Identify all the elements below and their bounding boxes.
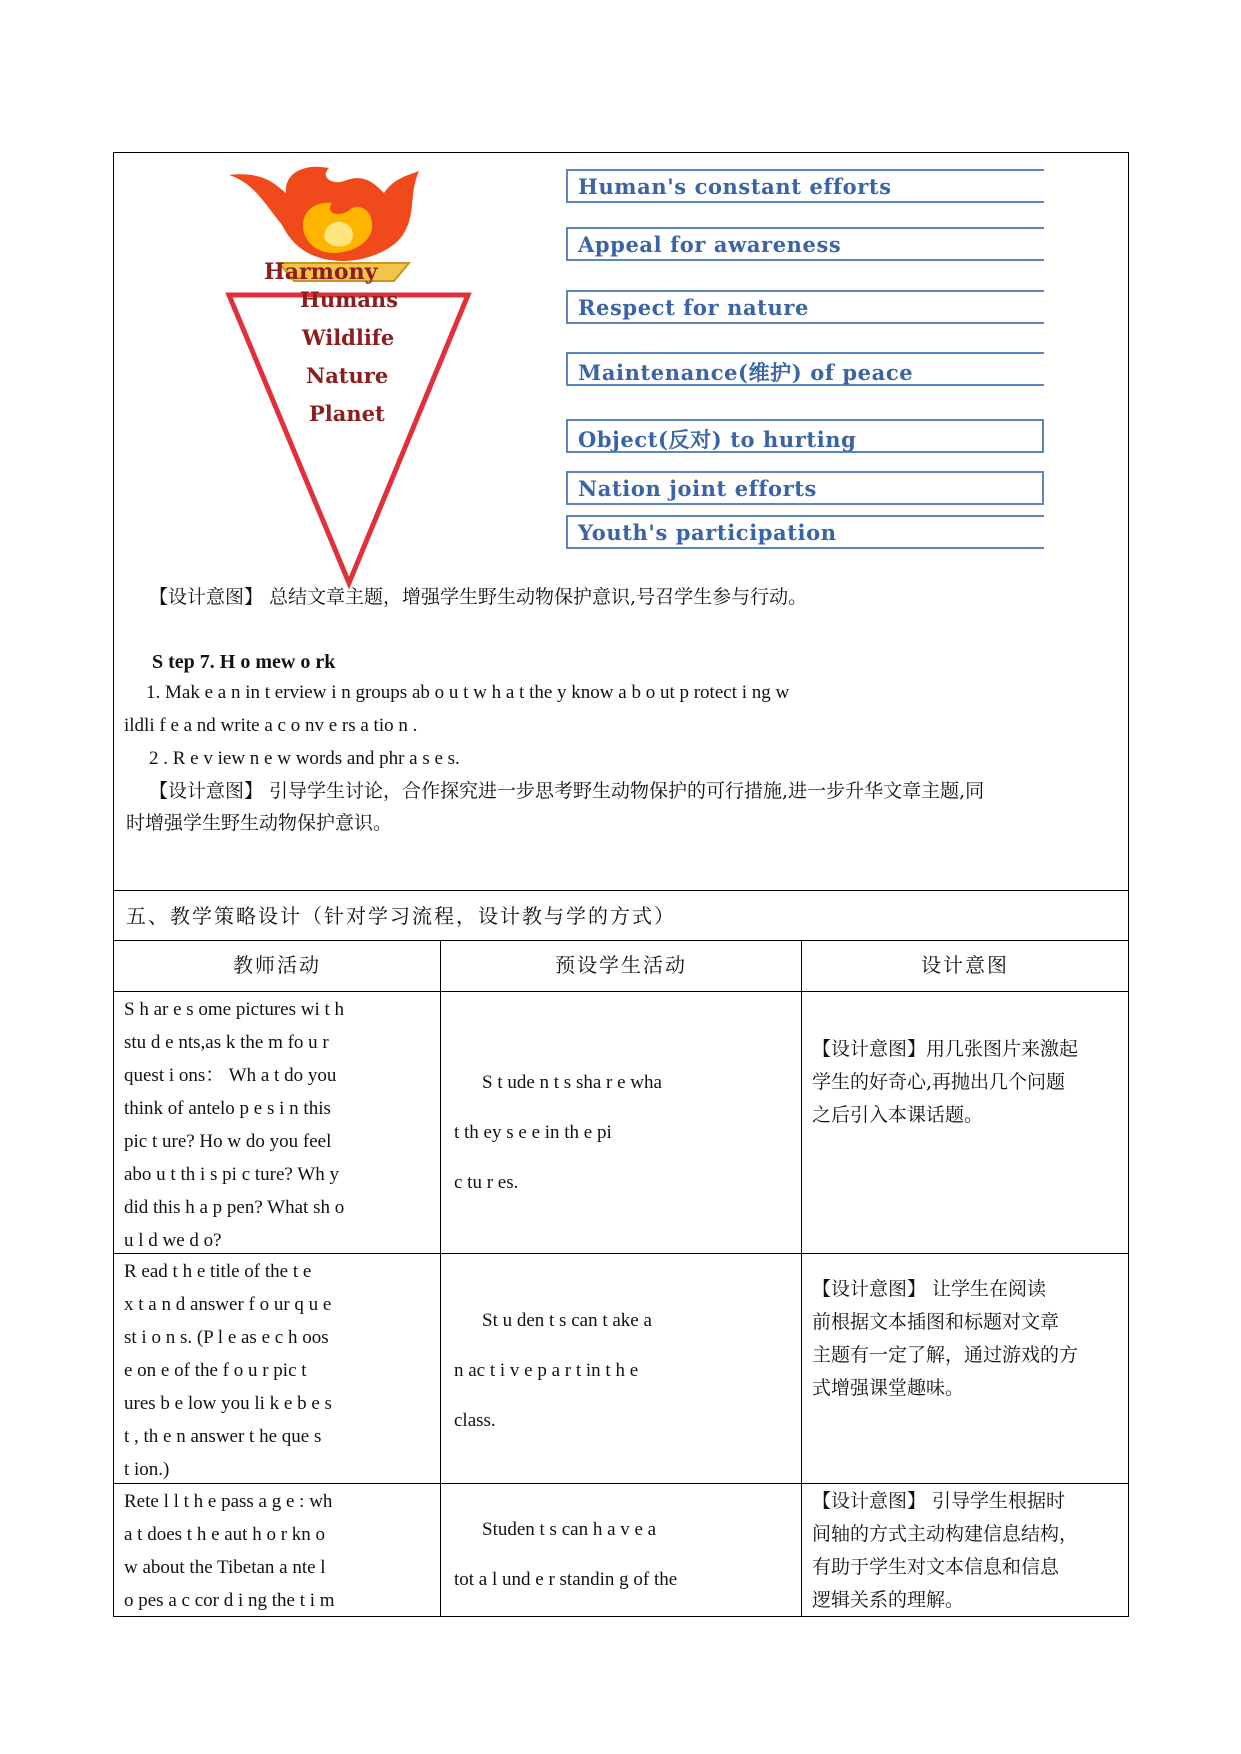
cell-line: 主题有一定了解，通过游戏的方: [812, 1344, 1079, 1366]
theme-box: [566, 290, 1044, 324]
cell-line: R ead t h e title of the t e: [124, 1261, 312, 1282]
design-intent-text: 时增强学生野生动物保护意识。: [126, 812, 393, 834]
column-header: 教师活动: [233, 953, 321, 977]
column-header: 预设学生活动: [555, 953, 687, 977]
theme-box-label: Object(反对) to hurting: [578, 427, 857, 452]
cell-line: c tu r es.: [454, 1172, 519, 1193]
step-heading: S tep 7. H o mew o rk: [152, 651, 336, 673]
column-header: 设计意图: [921, 953, 1009, 977]
triangle-item: Wildlife: [302, 325, 395, 350]
table-border: [114, 940, 1128, 941]
homework-item: ildli f e a nd write a c o nv e rs a tio n .: [124, 715, 418, 736]
cell-line: Studen t s can h a v e a: [482, 1519, 657, 1540]
cell-line: 逻辑关系的理解。: [812, 1589, 965, 1611]
cell-line: quest i ons： Wh a t do you: [124, 1065, 337, 1086]
cell-line: t ion.): [124, 1459, 170, 1480]
cell-line: 式增强课堂趣味。: [812, 1377, 965, 1399]
cell-line: 学生的好奇心,再抛出几个问题: [812, 1071, 1066, 1093]
design-intent: [812, 1273, 1078, 1405]
cell-line: a t does t h e aut h o r kn o: [124, 1524, 326, 1545]
table-border: [801, 940, 802, 1617]
cell-line: st i o n s. (P l e as e c h oos: [124, 1327, 329, 1348]
cell-line: 间轴的方式主动构建信息结构，: [812, 1523, 1079, 1545]
design-intent-text: 【设计意图】 引导学生讨论，合作探究进一步思考野生动物保护的可行措施,进一步升华文章主题,同: [149, 780, 985, 802]
student-activity: [454, 1505, 677, 1605]
homework-item: 1. Mak e a n in t erview i n groups ab o u t w h a t the y know a b o ut p rotect i ng w: [146, 682, 790, 703]
cell-line: w about the Tibetan a nte l: [124, 1557, 326, 1578]
cell-line: did this h a p pen? What sh o: [124, 1197, 345, 1218]
theme-box: [566, 352, 1044, 386]
triangle-item: Humans: [300, 287, 399, 312]
cell-line: 有助于学生对文本信息和信息: [812, 1556, 1060, 1578]
theme-box: [566, 169, 1044, 203]
cell-line: e on e of the f o u r pic t: [124, 1360, 307, 1381]
cell-line: pic t ure? Ho w do you feel: [124, 1131, 332, 1152]
theme-box-label: Nation joint efforts: [578, 476, 817, 501]
triangle-item: Nature: [306, 363, 389, 388]
cell-line: stu d e nts,as k the m fo u r: [124, 1032, 329, 1053]
cell-line: 【设计意图】用几张图片来激起: [812, 1038, 1079, 1060]
cell-line: 前根据文本插图和标题对文章: [812, 1311, 1060, 1333]
table-border: [440, 940, 441, 1617]
section-title: 五、教学策略设计（针对学习流程，设计教与学的方式）: [126, 904, 676, 928]
theme-box-label: Appeal for awareness: [578, 232, 842, 257]
summary-figure: [114, 153, 1128, 573]
cell-line: x t a n d answer f o ur q u e: [124, 1294, 332, 1315]
triangle-title: Harmony: [264, 259, 378, 285]
cell-line: t th ey s e e in th e pi: [454, 1122, 612, 1143]
cell-line: S t ude n t s sha r e wha: [482, 1072, 662, 1093]
table-border: [114, 890, 1128, 891]
cell-line: t , th e n answer t he que s: [124, 1426, 322, 1447]
cell-line: 【设计意图】 让学生在阅读: [812, 1278, 1047, 1300]
design-intent-text: 【设计意图】 总结文章主题，增强学生野生动物保护意识,号召学生参与行动。: [149, 586, 808, 608]
theme-box-label: Maintenance(维护) of peace: [578, 360, 914, 385]
table-border: [114, 991, 1128, 992]
cell-line: o pes a c cor d i ng the t i m: [124, 1590, 335, 1611]
theme-box: [566, 515, 1044, 549]
theme-box: [566, 471, 1044, 505]
cell-line: n ac t i v e p a r t in t h e: [454, 1360, 639, 1381]
design-intent: [812, 1485, 1078, 1617]
cell-line: 之后引入本课话题。: [812, 1104, 984, 1126]
cell-line: tot a l und e r standin g of the: [454, 1569, 678, 1590]
cell-line: ures b e low you li k e b e s: [124, 1393, 332, 1414]
theme-box: [566, 419, 1044, 453]
cell-line: think of antelo p e s i n this: [124, 1098, 331, 1119]
theme-box-label: Human's constant efforts: [578, 174, 892, 199]
document-frame: [113, 152, 1129, 1617]
cell-line: u l d we d o?: [124, 1230, 222, 1251]
cell-line: S h ar e s ome pictures wi t h: [124, 999, 345, 1020]
table-row: [124, 993, 344, 1257]
theme-box: [566, 227, 1044, 261]
cell-line: St u den t s can t ake a: [482, 1310, 652, 1331]
theme-box-label: Respect for nature: [578, 295, 809, 320]
student-activity: [454, 1058, 662, 1208]
student-activity: [454, 1296, 652, 1446]
cell-line: 【设计意图】 引导学生根据时: [812, 1490, 1066, 1512]
theme-box-label: Youth's participation: [578, 520, 837, 545]
cell-line: class.: [454, 1410, 496, 1431]
cell-line: Rete l l t h e pass a g e : wh: [124, 1491, 333, 1512]
homework-item: 2 . R e v iew n e w words and phr a s e s.: [149, 748, 460, 769]
table-row: [124, 1255, 332, 1486]
design-intent: [812, 1033, 1078, 1132]
triangle-item: Planet: [309, 401, 385, 426]
cell-line: abo u t th i s pi c ture? Wh y: [124, 1164, 339, 1185]
table-row: [124, 1485, 335, 1617]
